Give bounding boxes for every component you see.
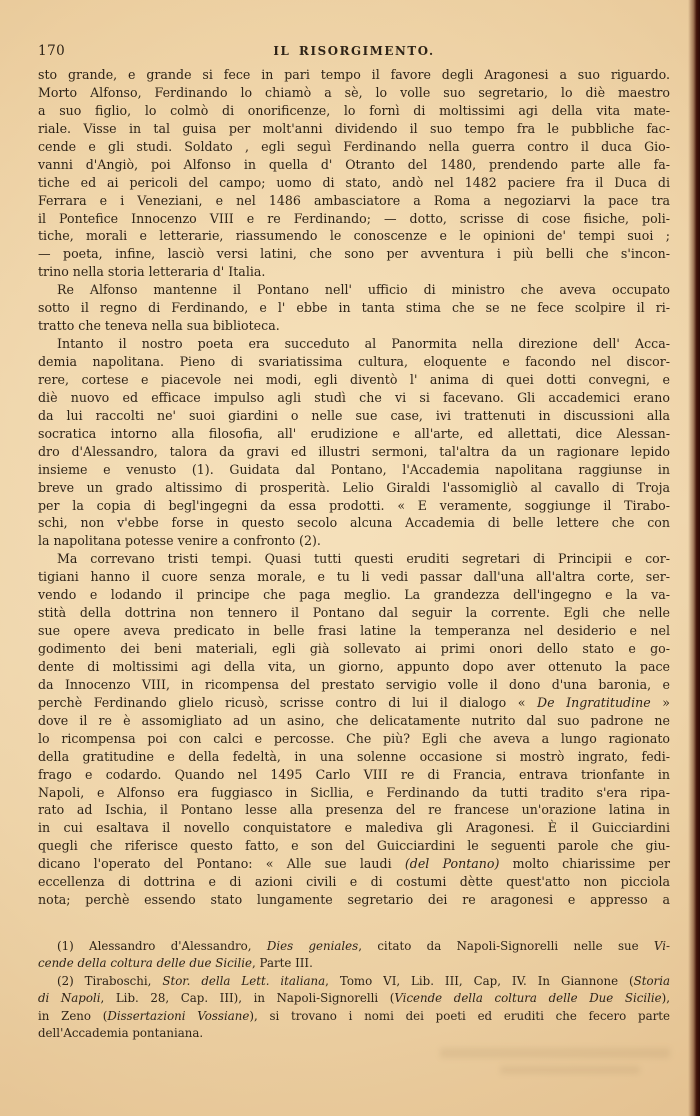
text-line: dicano l'operato del Pontano: « Alle sue laudi (del Pontano) molto chiarissime per [38,856,670,872]
text-line: Morto Alfonso, Ferdinando lo chiamò a sè, lo volle suo segretario, lo diè maestro [38,84,670,100]
text-line: socratica intorno alla filosofia, all' erudizione e all'arte, ed allettati, dice Alessan- [38,425,670,441]
text-line: da lui raccolti ne' suoi giardini o nelle sue case, ivi trattenuti in discussioni alla [38,407,670,423]
text-line: diè nuovo ed efficace impulso agli studì che vi si facevano. Gli accademici erano [38,389,670,405]
text-line: — poeta, infine, lasciò versi latini, che sono per avventura i più belli che s'incon- [38,246,670,262]
text-line: godimento dei beni materiali, egli già sollevato ai primi onori dello stato e go- [38,641,670,656]
text-line: quegli che riferisce questo fatto, e son del Guicciardini le seguenti parole che giu- [38,838,670,854]
text-line: sue opere aveva predicato in belle frasi latine la temperanza nel desiderio e nel [38,623,670,639]
text-line: Ma correvano tristi tempi. Quasi tutti questi eruditi segretari di Principii e cor- [57,551,670,567]
body-text [38,66,670,909]
show-through-smudge [500,1066,640,1074]
page-header [38,43,670,61]
text-line: (2) Tiraboschi, Stor. della Lett. italiana, Tomo VI, Lib. III, Cap, IV. In Giannone (Storia [57,973,670,988]
show-through-smudge [440,1048,670,1058]
text-line: la napolitana potesse venire a confronto (2). [38,533,321,549]
text-line: riale. Visse in tal guisa per molt'anni dividendo il suo tempo fra le pubbliche fac- [38,120,670,136]
text-line: Ferrara e i Veneziani, e nel 1486 ambasciatore a Roma a negoziarvi la pace tra [38,192,670,208]
text-line: Intanto il nostro poeta era succeduto al Panormita nella direzione dell' Acca- [57,336,670,352]
text-line: il Pontefice Innocenzo VIII e re Ferdinando; — dotto, scrisse di cose fisiche, poli- [38,210,670,226]
page-number: 170 [38,43,66,59]
text-line: schi, non v'ebbe forse in questo secolo alcuna Accademia di belle lettere che con [38,515,670,531]
text-line: Napoli, e Alfonso era fuggiasco in Sicllia, e Ferdinando da tutti tradito s'era ripa- [38,784,670,800]
text-line: lo ricompensa poi con calci e percosse. Che più? Egli che aveva a lungo ragionato [38,730,670,746]
text-line: a suo figlio, lo colmò di onorificenze, lo fornì di moltissimi agi della vita mate- [38,102,670,118]
text-line: dro d'Alessandro, talora da gravi ed illustri sermoni, tal'altra da un ragionare lepido [38,443,670,459]
text-line: dell'Accademia pontaniana. [38,1025,204,1040]
text-line: vanni d'Angiò, poi Alfonso in quella d' Otranto del 1480, prendendo parte alle fa- [38,156,670,172]
text-line: per la copia di begl'ingegni da essa prodotti. « E veramente, soggiunge il Tirabo- [38,497,670,513]
text-line: di Napoli, Lib. 28, Cap. III), in Napoli-Signorelli (Vicende della coltura delle Due Sicilie), [38,991,670,1006]
text-line: tiche ed ai pericoli del campo; uomo di stato, andò nel 1482 paciere fra il Duca di [38,174,670,190]
text-line: rato ad Ischia, il Pontano lesse alla presenza del re francese un'orazione latina in [38,802,670,818]
text-line: insieme e venusto (1). Guidata dal Pontano, l'Accademia napolitana raggiunse in [38,461,670,477]
text-line: cende e gli studi. Soldato , egli seguì Ferdinando nella guerra contro il duca Gio- [38,138,670,154]
text-line: in Zeno (Dissertazioni Vossiane), si trovano i nomi dei poeti ed eruditi che fecero parte [38,1008,670,1023]
text-line: tiche, morali e letterarie, riassumendo le conoscenze e le opinioni de' tempi suoi ; [38,228,670,244]
running-title: IL RISORGIMENTO. [273,44,435,58]
text-line: rere, cortese e piacevole nei modi, egli diventò l' anima di quei dotti convegni, e [38,371,670,387]
text-line: eccellenza di dottrina e di azioni civili e di costumi dètte quest'atto non picciola [38,874,670,890]
text-line: trino nella storia letteraria d' Italia. [38,264,266,280]
binding-edge-shadow [688,0,700,1116]
text-line: della gratitudine e della fedeltà, in una solenne occasione si mostrò ingrato, fedi- [38,748,670,764]
text-line: sto grande, e grande si fece in pari tempo il favore degli Aragonesi a suo riguardo. [38,67,670,82]
text-line: sotto il regno di Ferdinando, e l' ebbe in tanta stima che se ne fece scolpire il ri- [38,300,670,316]
text-line: dente di moltissimi agi della vita, un giorno, appunto dopo aver ottenuto la pace [38,658,670,674]
text-line: cende della coltura delle due Sicilie, Parte III. [38,956,313,971]
text-line: frago e codardo. Quando nel 1495 Carlo VIII re di Francia, entrava trionfante in [38,766,670,782]
text-line: vendo e lodando il principe che paga meglio. La grandezza dell'ingegno e la va- [38,587,670,603]
text-line: demia napolitana. Pieno di svariatissima cultura, eloquente e facondo nel discor- [38,354,670,369]
text-line: tigiani hanno il cuore senza morale, e tu li vedi passar dall'una all'altra corte, ser- [38,569,670,585]
text-line: tratto che teneva nella sua biblioteca. [38,318,280,334]
text-line: breve un grado altissimo di prosperità. Lelio Giraldi l'assomigliò al cavallo di Troja [38,479,670,495]
text-line: nota; perchè essendo stato lungamente segretario dei re aragonesi e appresso a [38,892,670,908]
text-line: stità della dottrina non tennero il Pontano dal seguir la corrente. Egli che nelle [38,605,670,621]
text-line: (1) Alessandro d'Alessandro, Dies geniales, citato da Napoli-Signorelli nelle sue Vi- [57,939,670,953]
text-line: da Innocenzo VIII, in ricompensa del prestato servigio volle il dono d'una baronia, e [38,676,670,692]
text-line: Re Alfonso mantenne il Pontano nell' ufficio di ministro che aveva occupato [57,282,670,298]
footnotes [38,938,670,1042]
text-line: in cui esaltava il novello conquistatore e malediva gli Aragonesi. È il Guicciardini [38,820,670,836]
text-line: perchè Ferdinando glielo ricusò, scrisse contro di lui il dialogo « De Ingratitudine » [38,694,670,710]
text-line: dove il re è assomigliato ad un asino, che delicatamente nutrito dal suo padrone ne [38,712,670,728]
